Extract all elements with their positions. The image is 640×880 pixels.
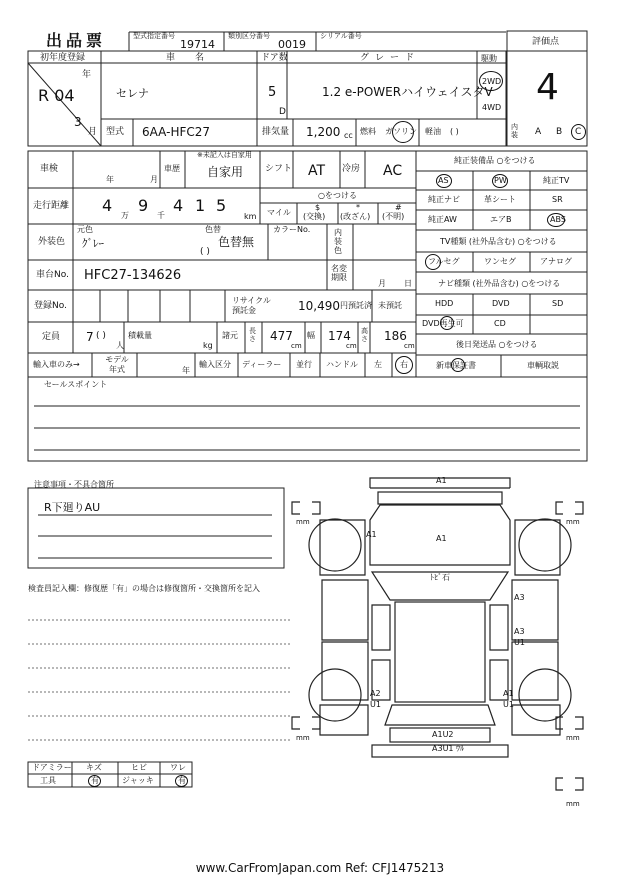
mm-rl: mm: [296, 734, 310, 742]
doors-label: ドア数: [261, 53, 288, 63]
navi-dvd-playback-circle: [440, 316, 454, 330]
model-year-unit: 年: [182, 366, 190, 375]
notes-title: 注意事項・不具合箇所: [34, 480, 114, 489]
mark-trunk: A1U2: [432, 730, 454, 739]
dimensions-label: 諸元: [222, 331, 238, 340]
unknown-symbol: #: [395, 203, 402, 212]
recycle-unpaid: 未預託: [378, 301, 402, 310]
notes-line-1: R下廻りAU: [44, 501, 101, 514]
mark-hood: A1: [436, 534, 447, 543]
registration-no-label: 登録No.: [34, 301, 67, 311]
mileage-digit-3: 4: [173, 196, 184, 215]
length-label: 長さ: [249, 327, 256, 343]
docs-title: 後日発送品 ○をつける: [456, 340, 538, 349]
legend-jack-yes: 有: [178, 776, 186, 785]
interior-label: 内装: [511, 123, 518, 139]
name-change-month: 月: [378, 279, 386, 288]
name-change-day: 日: [404, 279, 412, 288]
mark-left-rear-u: U1: [370, 700, 381, 709]
score-value: 4: [536, 67, 559, 108]
equip-abs: ABS: [550, 215, 566, 224]
equip-as: AS: [438, 176, 449, 185]
model-year-label: モデル年式: [105, 355, 129, 374]
usage-label: 車歴: [164, 164, 180, 173]
interior-color-label: 内装色: [334, 228, 342, 255]
legend-door-mirror: ドアミラー: [32, 763, 72, 772]
fuel-label: 燃料: [360, 127, 376, 136]
equip-genuine-aw: 純正AW: [428, 215, 457, 224]
mark-right-rear-door: A3: [514, 627, 525, 636]
year-unit: 年: [82, 70, 92, 80]
door-type: D: [279, 107, 286, 117]
mileage-digit-4: 1: [195, 196, 206, 215]
color-change-label: 色替: [205, 225, 221, 234]
height-cm: cm: [404, 342, 415, 350]
mark-left-rear-a: A2: [370, 689, 381, 698]
legend-break: ワレ: [170, 763, 186, 772]
mark-right-front: A3: [514, 593, 525, 602]
grade-label: グレード: [360, 53, 421, 63]
exchange-symbol: $: [315, 203, 321, 212]
mark-rear-bumper: A3U1 ｳﾙ: [432, 744, 465, 753]
tamper-symbol: *: [356, 203, 360, 212]
usage: 自家用: [207, 165, 244, 179]
first-reg-month: 3: [74, 115, 82, 129]
interior-b: B: [556, 127, 563, 137]
fuel-gasoline-circle: [392, 121, 414, 143]
capacity: 7: [86, 330, 94, 344]
equip-leather: 革シート: [484, 195, 516, 204]
category-label: 類別区分番号: [228, 32, 270, 40]
score-label: 評価点: [532, 37, 560, 47]
mm-fr: mm: [566, 518, 580, 526]
inspection-month-unit: 月: [150, 175, 158, 184]
drive-label: 駆動: [481, 54, 497, 63]
navi-dvd: DVD: [492, 299, 510, 308]
equip-genuine-tv: 純正TV: [543, 176, 570, 185]
length-cm: cm: [291, 342, 302, 350]
mileage-km: km: [244, 212, 257, 221]
recycle-label: リサイクル預託金: [232, 296, 271, 315]
mark-right-rear-u: U1: [503, 700, 514, 709]
ac-label: 冷房: [342, 164, 361, 174]
tv-fullseg-circle: [425, 254, 441, 270]
legend-jack: ジャッキ: [122, 776, 154, 785]
tv-oneseg: ワンセグ: [484, 257, 516, 266]
inspector-label: 検査員記入欄：修復歴「有」の場合は修復箇所・交換箇所を記入: [28, 584, 260, 593]
parallel-label: 並行: [296, 360, 312, 369]
equip-as-circle: [436, 174, 452, 188]
ac: AC: [383, 163, 403, 179]
handle-label: ハンドル: [326, 360, 358, 369]
width-cm: cm: [346, 342, 357, 350]
equip-genuine-navi: 純正ナビ: [428, 195, 460, 204]
color-paren: ( ): [200, 247, 210, 257]
form-title: 出品票: [46, 31, 107, 50]
docs-warranty: 新車保証書: [436, 361, 476, 370]
displacement-label: 排気量: [262, 127, 290, 137]
mileage-note: ○をつける: [318, 191, 357, 200]
equip-pw-circle: [492, 174, 508, 188]
navi-sd: SD: [552, 299, 564, 308]
exchange-label: (交換): [303, 212, 326, 221]
interior-c: C: [575, 127, 582, 137]
tamper-label: (改ざん): [340, 212, 371, 221]
sales-point-label: セールスポイント: [44, 380, 108, 389]
doors: 5: [268, 85, 277, 100]
fuel-bracket: ( ): [450, 127, 459, 136]
handle-right-circle: [395, 356, 413, 374]
capacity-label: 定員: [42, 332, 61, 342]
legend-tools-circle: [88, 775, 101, 787]
model-cert-label: 型式指定番号: [133, 32, 175, 40]
serial-label: シリアル番号: [320, 32, 362, 40]
handle-left: 左: [374, 360, 382, 369]
inspection-year-unit: 年: [106, 175, 114, 184]
equip-pw: PW: [494, 176, 507, 185]
legend-scratch: キズ: [86, 763, 102, 772]
original-color: ｸﾞﾚｰ: [82, 237, 104, 250]
mm-spare: mm: [566, 800, 580, 808]
fuel-light-oil: 軽油: [425, 127, 441, 136]
width: 174: [328, 329, 351, 343]
capacity-unit: 人: [116, 341, 124, 350]
equip-airbag: エアB: [490, 215, 512, 224]
mileage-label: 走行距離: [33, 201, 70, 211]
usage-note: ※未記入は自家用: [197, 151, 252, 159]
drive-4wd: 4WD: [482, 103, 502, 112]
first-reg-year: R 04: [38, 86, 75, 105]
tv-title: TV種類 (社外品含む) ○をつける: [440, 237, 557, 246]
equip-abs-circle: [547, 213, 565, 227]
interior-a: A: [535, 127, 542, 137]
mark-right-rear-door-u: U1: [514, 638, 525, 647]
width-label: 幅: [307, 331, 315, 340]
import-category-label: 輸入区分: [199, 360, 231, 369]
first-reg-label: 初年度登録: [40, 53, 86, 63]
navi-hdd: HDD: [435, 299, 454, 308]
height-label: 高さ: [361, 327, 368, 343]
mm-rr: mm: [566, 734, 580, 742]
mm-fl: mm: [296, 518, 310, 526]
mileage-man: 万: [121, 211, 129, 220]
height: 186: [384, 329, 407, 343]
car-name: セレナ: [116, 87, 149, 100]
drive-2wd: 2WD: [482, 77, 502, 86]
navi-title: ナビ種類 (社外品含む) ○をつける: [438, 279, 561, 288]
mark-windshield: ﾄﾋﾞ石: [430, 573, 450, 582]
inspection-label: 車検: [40, 164, 59, 174]
footer-watermark: www.CarFromJapan.com Ref: CFJ1475213: [195, 861, 445, 875]
chassis-no: HFC27-134626: [84, 268, 182, 283]
navi-cd: CD: [494, 319, 506, 328]
tv-analog: アナログ: [540, 257, 572, 266]
color-no-label: カラーNo.: [273, 225, 311, 234]
fuel-gasoline: ガソリン: [385, 127, 417, 136]
car-name-label: 車名: [166, 53, 225, 63]
recycle-unit: 円預託済: [340, 301, 372, 310]
dealer-label: ディーラー: [242, 360, 282, 369]
name-change-label: 名変期限: [331, 264, 347, 282]
color-change: 色替無: [218, 235, 255, 249]
mileage-digit-1: 4: [102, 196, 113, 215]
genuine-title: 純正装備品 ○をつける: [454, 156, 536, 165]
model-type: 6AA-HFC27: [142, 125, 211, 139]
drive-2wd-circle: [479, 71, 503, 91]
model-type-label: 型式: [106, 127, 125, 137]
mark-hood-front: A1: [366, 530, 377, 539]
tv-fullseg: フルセグ: [428, 257, 460, 266]
capacity-paren: ( ): [96, 331, 106, 341]
grade: 1.2 e-POWERハイウェイスタV: [322, 85, 493, 99]
displacement: 1,200: [306, 125, 341, 139]
model-cert-value: 19714: [180, 38, 215, 51]
unknown-label: (不明): [382, 212, 405, 221]
load-label: 積載量: [128, 331, 152, 340]
chassis-label: 車台No.: [36, 270, 69, 280]
load-unit: kg: [203, 341, 213, 350]
category-value: 0019: [278, 38, 306, 51]
length: 477: [270, 329, 293, 343]
mark-front-bumper: A1: [436, 476, 447, 485]
exterior-label: 外装色: [38, 237, 66, 247]
equip-sr: SR: [552, 195, 563, 204]
original-color-label: 元色: [77, 225, 93, 234]
docs-manual: 車輌取説: [527, 361, 559, 370]
mile-label: マイル: [267, 208, 291, 217]
legend-jack-circle: [175, 775, 188, 787]
recycle-amount: 10,490: [298, 299, 340, 313]
navi-dvd-playback: DVD再生可: [422, 319, 464, 328]
handle-right: 右: [400, 360, 408, 369]
mark-right-rear-a: A1: [503, 689, 514, 698]
cc-unit: cc: [344, 131, 353, 140]
legend-crack: ヒビ: [131, 763, 147, 772]
mileage-digit-5: 5: [216, 196, 227, 215]
docs-warranty-circle: [451, 358, 465, 372]
month-unit: 月: [88, 127, 98, 137]
legend-tools-yes: 有: [91, 776, 99, 785]
interior-c-circle: [571, 124, 586, 140]
import-label: 輸入車のみ→: [33, 360, 80, 369]
shift: AT: [308, 163, 326, 179]
mileage-sen: 千: [157, 211, 165, 220]
legend-tools: 工具: [40, 776, 56, 785]
mileage-digit-2: 9: [138, 196, 149, 215]
shift-label: シフト: [265, 164, 293, 174]
